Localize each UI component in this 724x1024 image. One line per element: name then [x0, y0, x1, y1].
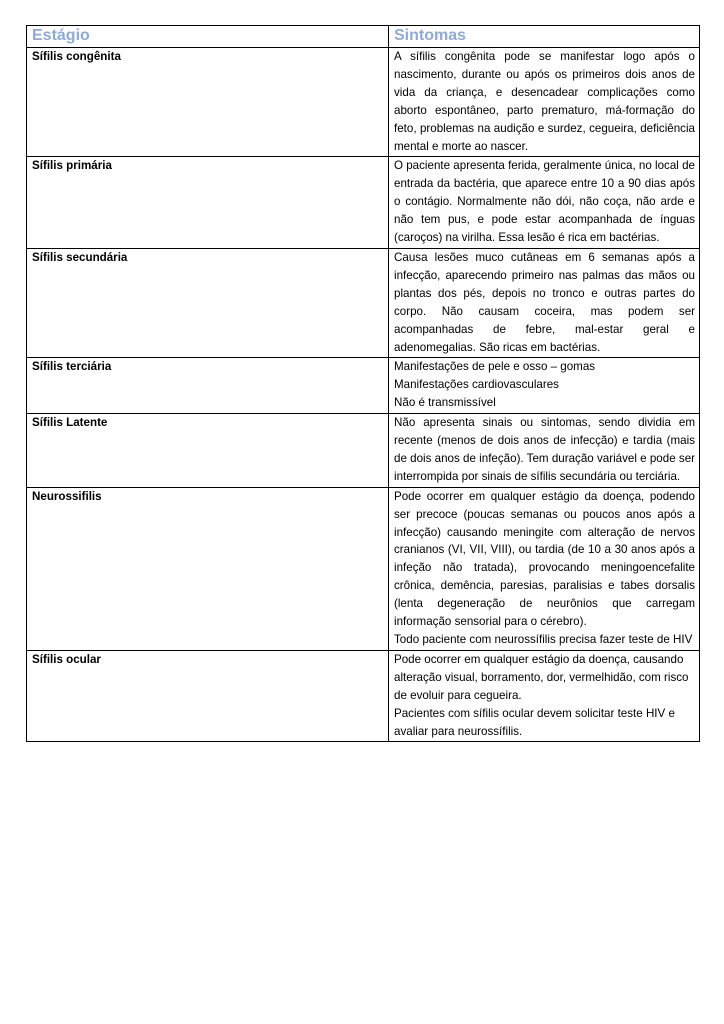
stage-cell: Sífilis Latente — [27, 414, 389, 488]
symptoms-cell — [389, 248, 700, 357]
symptoms-cell — [389, 48, 700, 157]
symptoms-text: Pacientes com sífilis ocular devem solicitar teste HIV e avaliar para neurossífilis. — [394, 706, 675, 738]
symptoms-text: Não é transmissível — [394, 396, 496, 410]
stage-cell: Sífilis secundária — [27, 248, 389, 357]
stage-cell: Sífilis ocular — [27, 650, 389, 742]
symptoms-text: O paciente apresenta ferida, geralmente única, no local de entrada da bactéria, que aparece entre 10 a 90 dias após o contágio. Normalmente não dói, não coça, não arde e não tem pus, e pode estar acompanhada de ínguas (caroços) na virilha. Essa lesão é rica em bactérias. — [394, 159, 695, 245]
header-stage: Estágio — [27, 26, 389, 48]
stage-cell: Sífilis primária — [27, 157, 389, 249]
stage-cell: Sífilis congênita — [27, 48, 389, 157]
symptoms-text: Todo paciente com neurossífilis precisa fazer teste de HIV — [394, 633, 693, 646]
symptoms-cell — [389, 414, 700, 488]
stage-cell: Neurossifilis — [27, 487, 389, 650]
table-row — [27, 358, 700, 414]
symptoms-cell — [389, 650, 700, 742]
header-symptoms: Sintomas — [389, 26, 700, 48]
stage-cell: Sífilis terciária — [27, 358, 389, 414]
symptoms-text: Pode ocorrer em qualquer estágio da doença, podendo ser precoce (poucas semanas ou poucos anos após a infecção) causando meningite com alteração de nervos cranianos (VI, VII, VIII), ou tardia (de 10 a 30 anos após a infeção não tratada), provocando meningoencefalite crônica, demência, paresias, paralisias e tabes dorsalis (lenta degeneração de neurônios que carregam informação sensorial para o cérebro). — [394, 489, 695, 629]
symptoms-text: Manifestações de pele e osso – gomas — [394, 360, 596, 374]
symptoms-text: Pode ocorrer em qualquer estágio da doença, causando alteração visual, borramento, dor, vermelhidão, com risco de evoluir para cegueira. — [394, 652, 689, 702]
table-row — [27, 248, 700, 357]
table-row — [27, 650, 700, 742]
symptoms-text: Manifestações cardiovasculares — [394, 378, 559, 392]
table-row — [27, 48, 700, 157]
symptoms-text: Não apresenta sinais ou sintomas, sendo dividia em recente (menos de dois anos de infecção) e tardia (mais de dois anos de infeção). Tem duração variável e pode ser interrompida por sinais de sífilis secundária ou terciária. — [394, 416, 695, 483]
symptoms-text: Causa lesões muco cutâneas em 6 semanas após a infecção, aparecendo primeiro nas palmas das mãos ou plantas dos pés, depois no tronco e outras partes do corpo. Não causam coceira, mas podem ser acompanhadas de febre, mal-estar geral e adenomegalias. São ricas em bactérias. — [394, 250, 695, 354]
symptoms-cell — [389, 157, 700, 249]
document-page — [26, 25, 699, 742]
table-row — [27, 414, 700, 488]
syphilis-stages-table — [26, 25, 700, 742]
table-header-row — [27, 26, 700, 48]
table-row — [27, 157, 700, 249]
symptoms-cell — [389, 358, 700, 414]
table-row — [27, 487, 700, 650]
symptoms-cell — [389, 487, 700, 650]
symptoms-text: A sífilis congênita pode se manifestar logo após o nascimento, durante ou após os primeiros dois anos de vida da criança, e desencadear complicações como aborto espontâneo, parto prematuro, má-formação do feto, problemas na audição e surdez, cegueira, deficiência mental e morte ao nascer. — [394, 50, 695, 153]
